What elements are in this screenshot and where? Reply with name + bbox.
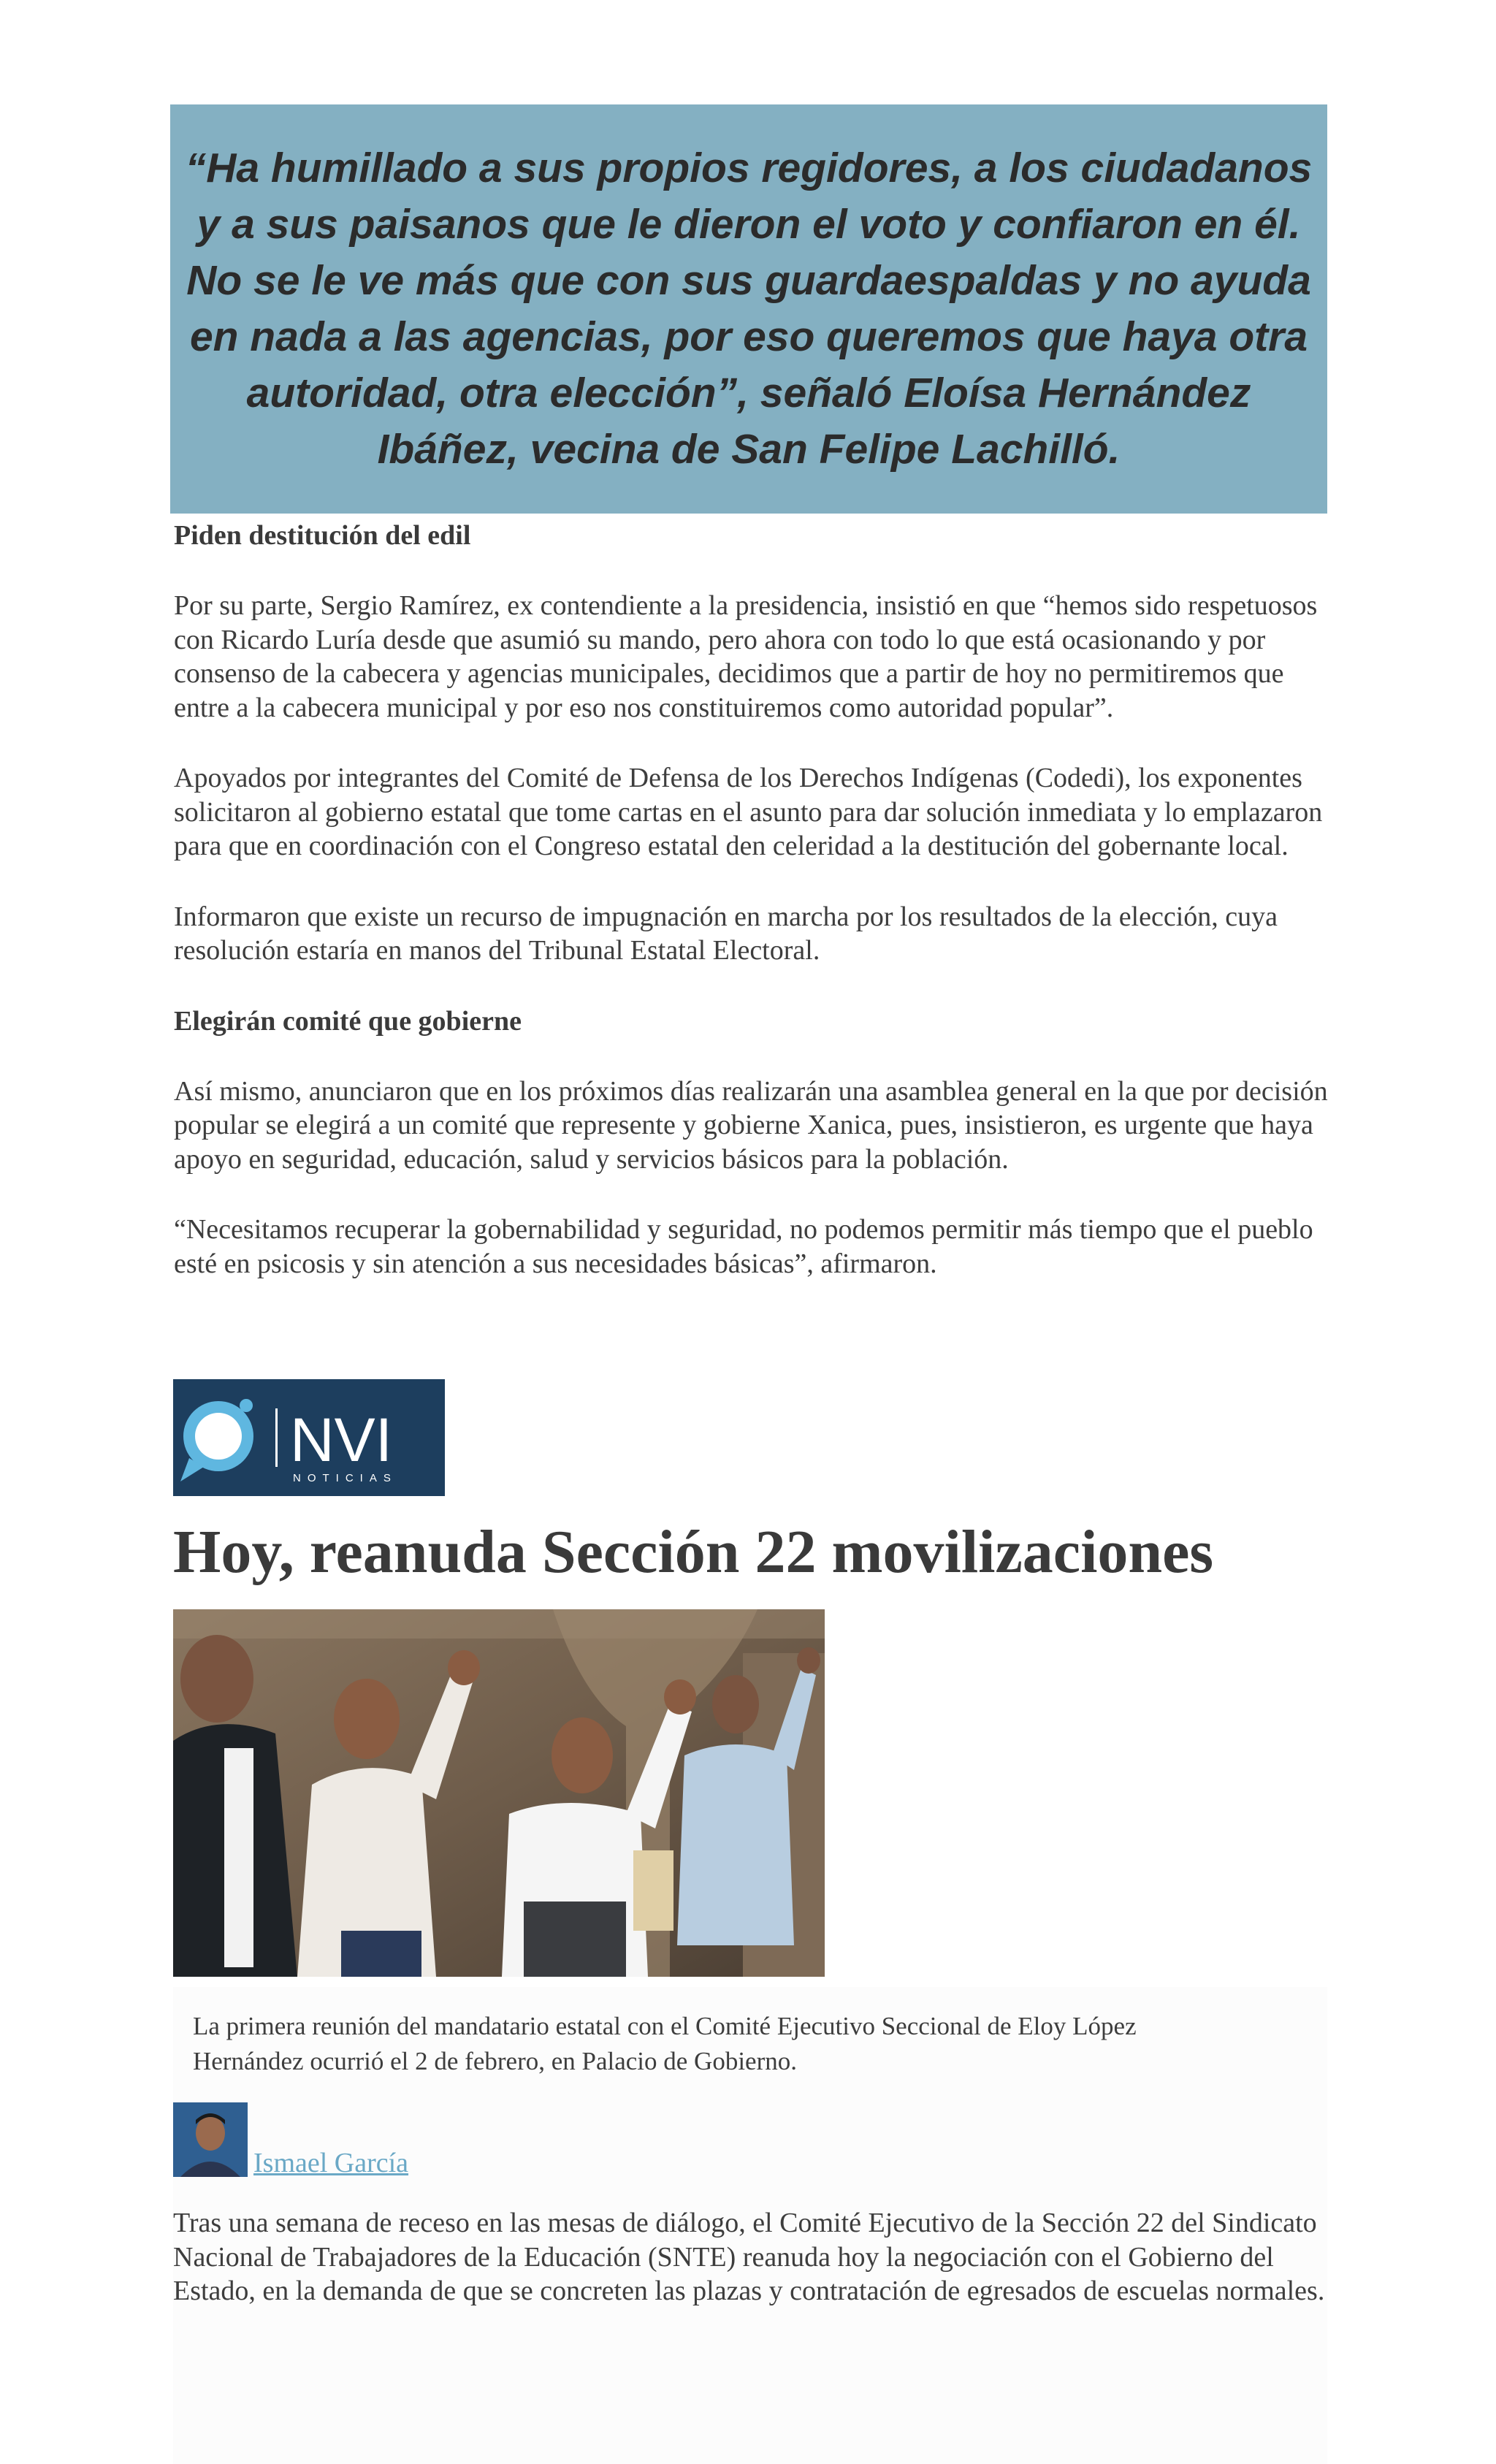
paragraph: Informaron que existe un recurso de impugnación en marcha por los resultados de la elección, cuya resolución estaría en manos del Tribunal Estatal Electoral. [174,901,1278,966]
paragraph: Apoyados por integrantes del Comité de Defensa de los Derechos Indígenas (Codedi), los exponentes solicitaron al gobierno estatal que tome cartas en el asunto para dar solución inmediata y lo emplazaron para que en coordinación con el Congreso estatal den celeridad a la destitución del gobernante local. [174,763,1323,861]
photo-protesters [173,1609,825,1977]
caption-and-byline [173,1987,1327,2464]
news-photo [173,1609,825,1977]
paragraph: “Necesitamos recuperar la gobernabilidad y seguridad, no podemos permitir más tiempo que el pueblo esté en psicosis y sin atención a sus necesidades básicas”, afirmaron. [174,1214,1313,1279]
photo-caption: La primera reunión del mandatario estatal con el Comité Ejecutivo Seccional de Eloy López Hernández ocurrió el 2 de febrero, en Palacio de Gobierno. [193,2012,1137,2075]
author-avatar [173,2102,248,2177]
paragraph: Por su parte, Sergio Ramírez, ex contendiente a la presidencia, insistió en que “hemos sido respetuosos con Ricardo Luría desde que asumió su mando, pero ahora con todo lo que está ocasionando y por consenso de la cabecera y agencias municipales, decidimos que a partir de hoy no permitiremos que entre a la cabecera municipal y por eso nos constituiremos como autoridad popular”. [174,590,1318,723]
article-body [174,511,1328,1317]
subheading-destitucion: Piden destitución del edil [174,520,471,551]
paragraph: Tras una semana de receso en las mesas de diálogo, el Comité Ejecutivo de la Sección 22 del Sindicato Nacional de Trabajadores de la Educación (SNTE) reanuda hoy la negociación con el Gobierno del Estado, en la demanda de que se concreten las plazas y contratación de egresados de escuelas normales. [173,2208,1325,2306]
logo-wordmark: NVI [290,1405,393,1474]
pull-quote: “Ha humillado a sus propios regidores, a los ciudadanos y a sus paisanos que le dieron el voto y confiaron en él. No se le ve más que con sus guardaespaldas y no ayuda en nada a las agencias, por eso queremos que haya otra autoridad, otra elección”, señaló Eloísa Hernández Ibáñez, vecina de San Felipe Lachilló. [185,145,1313,473]
author-photo [173,2102,248,2177]
author-link[interactable]: Ismael García [253,2148,409,2178]
logo-subtitle: NOTICIAS [293,1472,397,1484]
nvi-logo-graphic [173,1379,445,1496]
paragraph: Así mismo, anunciaron que en los próximos días realizarán una asamblea general en la que por decisión popular se elegirá a un comité que represente y gobierne Xanica, pues, insistieron, es urgente que haya apoyo en seguridad, educación, salud y servicios básicos para la población. [174,1075,1328,1175]
nvi-noticias-logo[interactable] [173,1379,445,1496]
pull-quote-box [170,104,1327,514]
article-headline: Hoy, reanuda Sección 22 movilizaciones [173,1518,1214,1586]
subheading-comite: Elegirán comité que gobierne [174,1005,522,1037]
